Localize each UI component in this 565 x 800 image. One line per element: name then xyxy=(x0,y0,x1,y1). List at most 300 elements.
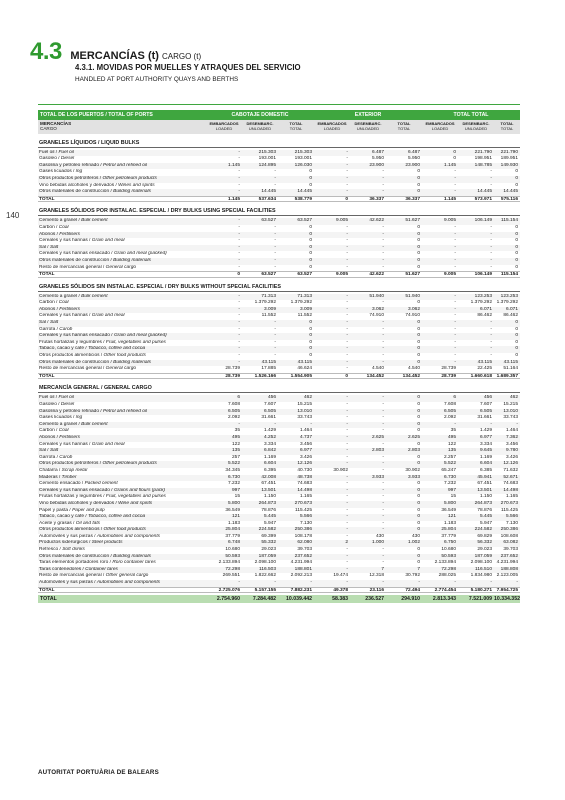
row-label: Automóviles y sus piezas / Automobiles and components xyxy=(39,533,161,539)
row-label: Cemento a granel / Bulk cement xyxy=(39,218,108,224)
row-value: 55.332 xyxy=(261,540,276,546)
row-value: 2.133.894 xyxy=(434,560,456,566)
row-value: - xyxy=(382,251,384,257)
row-value: 6 xyxy=(453,395,456,401)
subsection-title: 4.3.1. MOVIDAS POR MUELLES Y ATRAQUES DEL SERVICIO xyxy=(75,63,301,72)
table-row xyxy=(38,468,520,475)
row-value: 7.607 xyxy=(263,402,276,407)
row-value: 15.215 xyxy=(503,402,518,407)
row-value: 108.608 xyxy=(500,533,518,539)
row-value: 86.462 xyxy=(477,313,492,319)
table-row xyxy=(38,428,520,435)
row-value: 33.743 xyxy=(297,415,312,421)
row-value: - xyxy=(382,182,384,188)
row-value: - xyxy=(346,494,348,500)
row-value: 0 xyxy=(309,257,312,263)
table-row xyxy=(38,501,520,508)
row-value: - xyxy=(346,514,348,520)
row-value: - xyxy=(418,580,420,586)
row-value: - xyxy=(454,251,456,257)
row-value: 0 xyxy=(515,320,518,326)
row-value: 6.842 xyxy=(263,448,276,454)
row-value: - xyxy=(346,300,348,306)
table-row xyxy=(38,547,520,554)
row-label: Otros productos alimenticios / Other food products xyxy=(39,353,146,359)
row-value: 7.607 xyxy=(479,402,492,407)
row-value: 0 xyxy=(309,231,312,237)
row-value: - xyxy=(346,560,348,566)
row-value: 42.008 xyxy=(261,474,276,480)
row-label: Resto de mercancías general / General cargo xyxy=(39,264,137,270)
row-value: 42.622 xyxy=(369,272,384,277)
row-value: 188.801 xyxy=(294,566,312,572)
grand-total-row xyxy=(38,595,520,603)
row-value: 7.130 xyxy=(505,520,518,526)
row-value: 28.739 xyxy=(441,366,456,372)
row-value: 14.445 xyxy=(503,189,518,195)
row-value: 3.456 xyxy=(299,441,312,447)
row-value: - xyxy=(274,339,276,345)
row-value: - xyxy=(382,527,384,533)
row-value: - xyxy=(238,353,240,359)
row-value: 270.673 xyxy=(294,500,312,506)
row-label: Gases licuados / lng xyxy=(39,169,83,175)
row-value: 0 xyxy=(309,224,312,230)
row-value: - xyxy=(382,264,384,270)
row-value: - xyxy=(346,320,348,326)
row-value: 48.738 xyxy=(297,474,312,480)
row-value: 270.673 xyxy=(500,500,518,506)
row-value: - xyxy=(454,320,456,326)
row-label: Carbón / Coal xyxy=(39,428,69,434)
row-value: 269.551 xyxy=(222,573,240,579)
row-value: - xyxy=(490,320,492,326)
row-value: 0 xyxy=(417,182,420,188)
row-value: 2.625 xyxy=(371,434,384,440)
row-value: 23.900 xyxy=(369,162,384,168)
row-label: Gasoleo / Diesel xyxy=(39,156,75,162)
table-row xyxy=(38,455,520,462)
row-value: 51.940 xyxy=(369,293,384,299)
row-value: 0 xyxy=(515,346,518,352)
row-value: 6.505 xyxy=(263,408,276,414)
row-value: 7.882.231 xyxy=(290,587,312,593)
row-value: 34.345 xyxy=(225,467,240,473)
row-value: 1.169 xyxy=(479,454,492,460)
row-value: - xyxy=(382,408,384,414)
row-label: Chatarra / Scrap metal xyxy=(39,467,88,473)
row-value: - xyxy=(346,306,348,312)
table-column-header xyxy=(38,120,520,134)
row-value: 430 xyxy=(411,533,420,539)
row-value: 2.123.005 xyxy=(496,573,518,579)
row-value: 7.521.009 xyxy=(468,596,492,603)
row-value: 2.803 xyxy=(407,448,420,454)
row-label: Vino bebidas alcoholes y derivados / Wines and spirits xyxy=(39,182,155,188)
row-value: - xyxy=(454,182,456,188)
row-value: 63.527 xyxy=(297,272,312,277)
row-value: 0 xyxy=(417,257,420,263)
row-value: - xyxy=(274,182,276,188)
row-value: 3.426 xyxy=(505,454,518,460)
row-value: - xyxy=(274,251,276,257)
row-value: 50.593 xyxy=(225,553,240,559)
row-value: 124.895 xyxy=(258,162,276,168)
section-rows xyxy=(38,150,520,203)
row-value: - xyxy=(238,149,240,155)
row-value: 0 xyxy=(417,346,420,352)
row-value: - xyxy=(346,264,348,270)
row-label: Taras elementos portadores roro / Roro container tares xyxy=(39,560,156,566)
row-value: 9.780 xyxy=(505,448,518,454)
row-value: 0 xyxy=(417,353,420,359)
row-value: 35 xyxy=(234,428,240,434)
row-value: 495 xyxy=(447,434,456,440)
row-value: - xyxy=(382,169,384,175)
row-value: 5.800 xyxy=(443,500,456,506)
row-label: TOTAL xyxy=(39,373,55,379)
row-value: - xyxy=(238,339,240,345)
section-rows xyxy=(38,218,520,277)
row-value: - xyxy=(454,293,456,299)
row-value: 10.334.352 xyxy=(494,596,520,603)
row-value: 0 xyxy=(515,264,518,270)
row-value: - xyxy=(238,218,240,224)
row-value: - xyxy=(238,224,240,230)
row-value: 264.873 xyxy=(474,500,492,506)
row-label: Automóviles y sus piezas / Automobiles and components xyxy=(39,580,161,586)
row-label: Sal / Salt xyxy=(39,320,59,326)
row-value: 224.582 xyxy=(474,527,492,533)
row-value: - xyxy=(382,553,384,559)
row-value: 0 xyxy=(417,514,420,520)
row-value: 0 xyxy=(417,395,420,401)
row-value: 63.527 xyxy=(297,218,312,224)
row-value: - xyxy=(238,156,240,162)
row-value: 0 xyxy=(417,300,420,306)
row-value: 14.445 xyxy=(261,189,276,195)
row-value: - xyxy=(238,257,240,263)
row-label: Frutas hortalizas y legumbres / Fruit, vegetables and pulses xyxy=(39,494,166,500)
row-value: 2.092 xyxy=(443,415,456,421)
row-label: Gasoleo / Diesel xyxy=(39,402,75,407)
row-value: - xyxy=(346,402,348,407)
row-value: - xyxy=(454,244,456,250)
table-row xyxy=(38,346,520,353)
row-value: 5.157.155 xyxy=(254,587,276,593)
row-value: - xyxy=(454,353,456,359)
row-value: 1.379.292 xyxy=(496,300,518,306)
table-row xyxy=(38,573,520,580)
row-value: 9.645 xyxy=(479,448,492,454)
table-row xyxy=(38,435,520,442)
row-value: - xyxy=(490,175,492,181)
column-label-cargo xyxy=(38,122,206,132)
row-value: - xyxy=(454,580,456,586)
row-label: Gases licuados / lng xyxy=(39,415,83,421)
row-label: Abonos / Fertilisers xyxy=(39,231,81,237)
row-value: - xyxy=(490,353,492,359)
row-value: 0 xyxy=(515,326,518,332)
column-header: EMBARCADOS LOADED xyxy=(317,121,347,131)
row-value: 3.933 xyxy=(371,474,384,480)
row-value: 6.977 xyxy=(299,448,312,454)
row-value: 17.885 xyxy=(261,366,276,372)
row-value: 36.337 xyxy=(369,196,384,202)
row-value: 1.145 xyxy=(227,196,240,202)
table-row xyxy=(38,225,520,232)
row-value: - xyxy=(454,421,456,427)
row-value: - xyxy=(346,520,348,526)
row-value: 7.608 xyxy=(443,402,456,407)
row-label: Sal / Salt xyxy=(39,448,59,454)
table-row xyxy=(38,554,520,561)
row-label: Abonos / Fertilisers xyxy=(39,434,81,440)
column-header: TOTAL TOTAL xyxy=(500,121,514,131)
row-value: 1.834.980 xyxy=(470,573,492,579)
row-value: 237.652 xyxy=(500,553,518,559)
row-value: 5.800 xyxy=(227,500,240,506)
row-value: - xyxy=(346,428,348,434)
row-value: 71.632 xyxy=(503,467,518,473)
row-value: 1.165 xyxy=(299,494,312,500)
row-label: Cereales y sus harinas / Grain and meal xyxy=(39,238,125,244)
row-value: 14.445 xyxy=(477,189,492,195)
row-value: - xyxy=(382,461,384,467)
row-value: - xyxy=(238,238,240,244)
row-value: 0 xyxy=(417,560,420,566)
row-value: 121 xyxy=(231,514,240,520)
row-label: Otros materiales de construcción / Building materials xyxy=(39,553,151,559)
row-value: - xyxy=(382,320,384,326)
table-row xyxy=(38,360,520,367)
row-value: - xyxy=(490,238,492,244)
column-header: TOTAL TOTAL xyxy=(289,121,303,131)
row-label: Otros productos petrolíferos / Other petroleum products xyxy=(39,175,157,181)
row-value: 1.464 xyxy=(505,428,518,434)
row-value: 3.062 xyxy=(407,306,420,312)
row-value: 0 xyxy=(515,353,518,359)
section-title xyxy=(70,50,201,62)
row-value: 6.505 xyxy=(443,408,456,414)
row-value: 0 xyxy=(417,231,420,237)
table-row xyxy=(38,488,520,495)
table-section xyxy=(38,140,520,203)
row-value: 0 xyxy=(309,333,312,339)
row-value: - xyxy=(346,231,348,237)
row-value: - xyxy=(382,547,384,553)
row-label: Otros materiales de construcción / Building materials xyxy=(39,359,151,365)
row-value: 6 xyxy=(237,395,240,401)
table-row xyxy=(38,265,520,272)
row-value: 7.130 xyxy=(299,520,312,526)
row-value: 495 xyxy=(231,434,240,440)
row-value: - xyxy=(238,169,240,175)
table-row xyxy=(38,232,520,239)
row-value: 1.554.905 xyxy=(290,373,312,379)
row-value: 7 xyxy=(417,566,420,572)
row-value: - xyxy=(454,189,456,195)
header-group-exterior: EXTERIOR xyxy=(354,112,382,118)
row-value: - xyxy=(454,169,456,175)
row-value: 430 xyxy=(375,533,384,539)
row-value: 0 xyxy=(417,461,420,467)
row-value: 15.215 xyxy=(297,402,312,407)
row-value: - xyxy=(274,231,276,237)
header-total-ports: TOTAL DE LOS PUERTOS / TOTAL OF PORTS xyxy=(40,112,153,118)
row-value: - xyxy=(490,257,492,263)
row-value: - xyxy=(382,467,384,473)
row-value: 126.030 xyxy=(294,162,312,168)
row-value: - xyxy=(382,224,384,230)
row-value: 86.462 xyxy=(503,313,518,319)
row-value: 71.313 xyxy=(261,293,276,299)
row-value: 1.660.618 xyxy=(470,373,492,379)
row-value: 0 xyxy=(453,149,456,155)
row-value: 43.115 xyxy=(503,359,518,365)
row-value: - xyxy=(238,244,240,250)
row-value: - xyxy=(454,238,456,244)
row-value: - xyxy=(346,434,348,440)
table-row xyxy=(38,251,520,258)
row-value: - xyxy=(490,251,492,257)
row-label: Sal / Salt xyxy=(39,244,59,250)
row-value: - xyxy=(382,507,384,513)
row-value: 1.183 xyxy=(227,520,240,526)
row-value: 11.552 xyxy=(297,313,312,319)
row-value: - xyxy=(274,244,276,250)
table-row xyxy=(38,245,520,252)
table-row xyxy=(38,163,520,170)
header-group-total: TOTAL TOTAL xyxy=(453,112,489,118)
row-value: 1.379.292 xyxy=(254,300,276,306)
row-value: 0 xyxy=(417,359,420,365)
row-value: 7.232 xyxy=(227,481,240,487)
row-value: - xyxy=(382,231,384,237)
row-value: 224.582 xyxy=(258,527,276,533)
row-value: 56.332 xyxy=(477,540,492,546)
row-value: 0 xyxy=(417,238,420,244)
row-value: - xyxy=(238,320,240,326)
row-value: 31.661 xyxy=(261,415,276,421)
row-value: 250.386 xyxy=(294,527,312,533)
row-value: 67.451 xyxy=(477,481,492,487)
row-value: 236.527 xyxy=(365,596,384,603)
row-value: 28.739 xyxy=(225,373,240,379)
subsection-title-en: HANDLED AT PORT AUTHORITY QUAYS AND BERTHS xyxy=(75,76,239,83)
row-value: 0 xyxy=(417,527,420,533)
row-value: 462 xyxy=(303,395,312,401)
row-label: Gasolina y petroleo refinado / Petrol and refined oil xyxy=(39,408,147,414)
row-value: - xyxy=(238,182,240,188)
row-value: 69.399 xyxy=(261,533,276,539)
row-value: 13.501 xyxy=(477,487,492,493)
row-value: 1.150 xyxy=(263,494,276,500)
row-value: 5.947 xyxy=(479,520,492,526)
row-label: Gasolina y petroleo refinado / Petrol and refined oil xyxy=(39,162,147,168)
row-value: - xyxy=(516,580,518,586)
row-value: - xyxy=(454,333,456,339)
row-value: - xyxy=(346,224,348,230)
row-value: - xyxy=(346,339,348,345)
row-value: - xyxy=(274,238,276,244)
row-value: - xyxy=(346,353,348,359)
row-value: 134.452 xyxy=(402,373,420,379)
row-value: 1.145 xyxy=(227,162,240,168)
row-value: 6.487 xyxy=(407,149,420,155)
row-value: 78.876 xyxy=(261,507,276,513)
row-value: 0 xyxy=(417,264,420,270)
row-value: 6.748 xyxy=(227,540,240,546)
table-section xyxy=(38,208,520,277)
row-value: 0 xyxy=(515,231,518,237)
row-label: Cereales y sus harinas ensacado / Grain and meal (packed) xyxy=(39,333,167,339)
row-value: 189.951 xyxy=(500,156,518,162)
row-value: - xyxy=(274,175,276,181)
cargo-label-en: CARGO xyxy=(40,125,57,131)
table-row xyxy=(38,183,520,190)
row-label: Cereales y sus harinas / Grain and meal xyxy=(39,441,125,447)
row-value: 462 xyxy=(509,395,518,401)
row-label: Maderas / Timber xyxy=(39,474,77,480)
row-value: 36.549 xyxy=(441,507,456,513)
row-value: 0 xyxy=(417,175,420,181)
row-value: - xyxy=(346,533,348,539)
row-value: 46.624 xyxy=(297,366,312,372)
row-value: 6.730 xyxy=(443,474,456,480)
row-value: - xyxy=(382,353,384,359)
row-value: 13.010 xyxy=(297,408,312,414)
row-value: - xyxy=(382,415,384,421)
row-value: 0 xyxy=(309,182,312,188)
row-value: - xyxy=(382,175,384,181)
row-value: 43.115 xyxy=(477,359,492,365)
row-label: Carbón / Coal xyxy=(39,224,69,230)
row-value: - xyxy=(238,313,240,319)
row-value: 264.873 xyxy=(258,500,276,506)
row-value: - xyxy=(274,264,276,270)
row-value: 0 xyxy=(417,326,420,332)
row-value: 0 xyxy=(417,421,420,427)
row-value: 10.680 xyxy=(225,547,240,553)
row-label: Cereales y sus harinas / Grain and meal xyxy=(39,313,125,319)
row-value: 215.303 xyxy=(294,149,312,155)
row-value: - xyxy=(382,244,384,250)
row-value: - xyxy=(238,231,240,237)
row-value: - xyxy=(346,454,348,460)
row-value: 0 xyxy=(309,251,312,257)
row-label: Resto de mercancías general / General cargo xyxy=(39,366,137,372)
row-value: - xyxy=(382,359,384,365)
row-value: - xyxy=(238,189,240,195)
section-number: 4.3 xyxy=(30,38,62,65)
row-label: Papel y pasta / Paper and pulp xyxy=(39,507,105,513)
row-value: 2.774.454 xyxy=(434,587,456,593)
table-row xyxy=(38,189,520,196)
row-value: 5.566 xyxy=(299,514,312,520)
row-value: - xyxy=(346,421,348,427)
row-value: 1.379.292 xyxy=(290,300,312,306)
row-label: Tabaco, cacao y café / Tobacco, coffee and cocoa xyxy=(39,346,146,352)
row-value: 0 xyxy=(417,408,420,414)
row-value: 0 xyxy=(515,182,518,188)
row-value: 10.039.442 xyxy=(286,596,312,603)
row-label: Cemento ensacado / Packed cement xyxy=(39,481,118,487)
row-value: 5.947 xyxy=(263,520,276,526)
row-value: 7.232 xyxy=(443,481,456,487)
row-value: 0 xyxy=(309,320,312,326)
row-value: 0 xyxy=(417,500,420,506)
